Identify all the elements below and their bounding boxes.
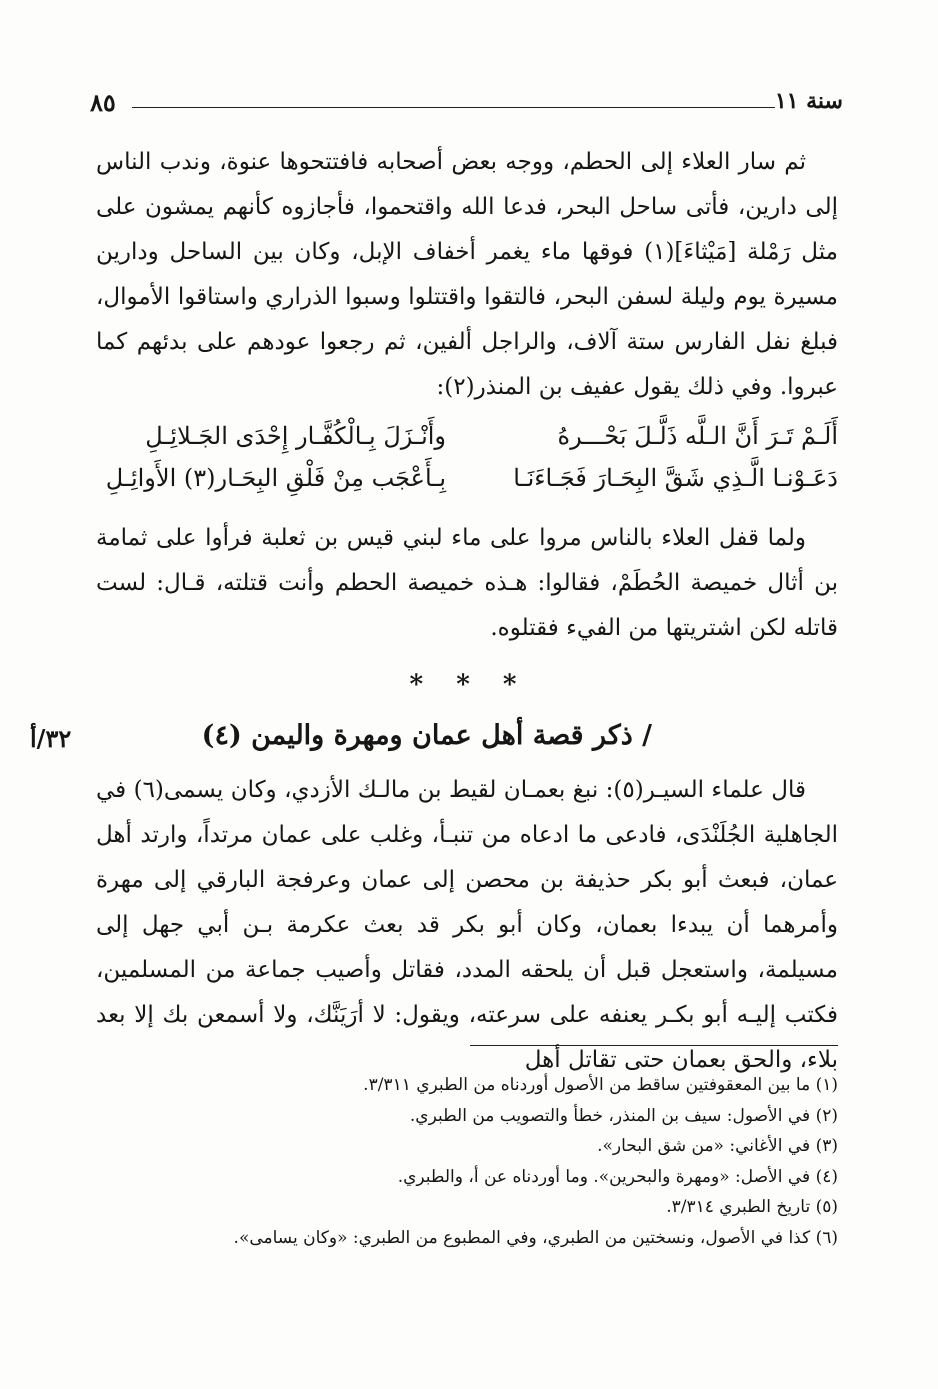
verse-1-second-hemistich: وأَنْـزَلَ بِـالْكُفَّـار إِحْدَى الجَـلائِـلِ	[145, 422, 446, 450]
footnote: (١) ما بين المعقوفتين ساقط من الأصول أوردناه من الطبري ٣/٣١١.	[363, 1075, 838, 1095]
footnotes	[96, 1070, 838, 1253]
page-number: ٨٥	[90, 88, 116, 117]
footnote: (٥) تاريخ الطبري ٣/٣١٤.	[666, 1197, 838, 1217]
paragraph-3: قال علماء السيـر(٥): نبغ بعمـان لقيط بن مالـك الأزدي، وكان يسمى(٦) في الجاهلية الجُلَنْدَى، فادعى ما ادعاه من تنبـأ، وغلب على عمان مرتداً، وارتد أهل عمان، فبعث أبو بكر حذيفة بن محصن إلى عمان وعرفجة البارقي إلى مهرة وأمرهما أن يبدءا بعمان، وكان أبو بكر قد بعث عكرمة بـن أبي جهل إلى مسيلمة، واستعجل قبل أن يلحقه المدد، فقاتل وأصيب جماعة من المسلمين، فكتب إليـه أبو بكـر يعنفه على سرعته، ويقول: لا أرَيَنَّك، ولا أسمعن بك إلا بعد بلاء، والحق بعمان حتى تقاتل أهل	[96, 777, 838, 1073]
paragraph-2: ولما قفل العلاء بالناس مروا على ماء لبني قيس بن ثعلبة فرأوا على ثمامة بن أثال خميصة الحُطَمْ، فقالوا: هـذه خميصة الحطم وأنت قتلته، قـال: لست قاتله لكن اشتريتها من الفيء فقتلوه.	[96, 525, 838, 641]
verse-2-first-hemistich: دَعَـوْنـا الَّـذِي شَقَّ البِحَـارَ فَجَـاءَنَـا	[513, 464, 838, 492]
verse-line-1	[96, 422, 838, 468]
footnote: (٣) في الأغاني: «من شق البحار».	[597, 1136, 838, 1156]
header-year: سنة ١١	[774, 88, 843, 114]
manuscript-folio-ref: ٣٢/أ	[30, 724, 72, 753]
verse-1-first-hemistich: أَلَـمْ تَـرَ أَنَّ الـلَّه ذَلَّـلَ بَحْـــرهُ	[557, 422, 838, 450]
running-header	[90, 88, 843, 118]
paragraph-1: ثم سار العلاء إلى الحطم، ووجه بعض أصحابه فافتتحوها عنوة، وندب الناس إلى دارين، فأتى ساحل البحر، فدعا الله واقتحموا، فأجازوه كأنهم يمشون على مثل رَمْلة [مَيْثاءَ](١) فوقها ماء يغمر أخفاف الإبل، وكان بين الساحل ودارين مسيرة يوم وليلة لسفن البحر، فالتقوا واقتتلوا وسبوا الذراري واستاقوا الأموال، فبلغ نفل الفارس ستة آلاف، والراجل ألفين، ثم رجعوا عودهم على بدئهم كما عبروا. وفي ذلك يقول عفيف بن المنذر(٢):	[96, 149, 838, 400]
footnote: (٦) كذا في الأصول، ونسختين من الطبري، وفي المطبوع من الطبري: «وكان يسامى».	[233, 1227, 838, 1248]
footnote-rule	[470, 1045, 838, 1046]
header-rule	[132, 107, 775, 108]
footnote: (٢) في الأصول: سيف بن المنذر، خطأ والتصويب من الطبري.	[409, 1105, 838, 1126]
footnote: (٤) في الأصل: «ومهرة والبحرين». وما أوردناه عن أ، والطبري.	[397, 1166, 838, 1187]
section-heading: / ذكر قصة أهل عمان ومهرة واليمن (٤)	[201, 720, 652, 751]
verse-2-second-hemistich: بِـأَعْجَب مِنْ فَلْقِ البِحَـار(٣) الأَوائِـلِ	[105, 464, 446, 492]
section-separator: * * *	[409, 670, 529, 700]
verse-line-2	[96, 464, 838, 510]
